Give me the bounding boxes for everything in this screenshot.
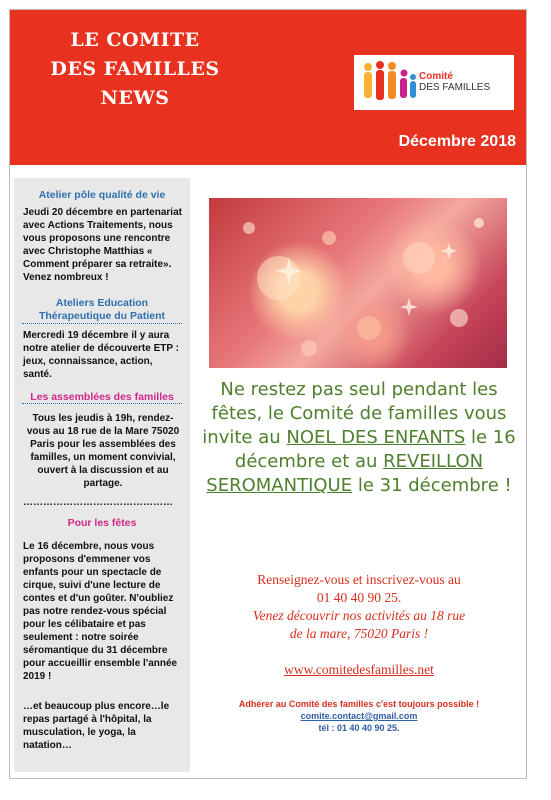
issue-date: Décembre 2018	[398, 133, 516, 150]
membership-text: au Comité des familles c'est toujours possible !	[273, 699, 480, 709]
title-line: NEWS	[100, 87, 170, 109]
section-text: Tous les jeudis à 19h, rendez-vous au 18 rue de la Mare 75020 Paris pour les assemblées des familles, un moment convivial, ouvert à la discussion et au partage.	[26, 413, 180, 489]
family-figures-icon	[360, 59, 418, 107]
announcement-text: le 31 décembre !	[352, 475, 512, 496]
membership-label: Adhérer	[238, 699, 274, 709]
logo-line: DES FAMILLES	[419, 82, 491, 93]
title-line: LE COMITE	[70, 29, 200, 51]
sidebar	[14, 178, 190, 772]
section-heading: Ateliers Education Thérapeutique du Patient	[22, 297, 182, 324]
section-heading: Les assemblées des familles	[22, 391, 182, 404]
sparkle-icon	[209, 198, 507, 368]
section-text: Le 16 décembre, nous vous proposons d'emmener vos enfants pour un spectacle de cirque, suivi d'une lecture de contes et d'un goûter. N'oubliez pas notre rendez-vous spécial pour les célibataire et pas seulement : notre soirée séromantique du 31 décembre pour accueillir ensemble l'année 2019 !	[23, 541, 178, 682]
title-line: DES FAMILLES	[50, 58, 220, 80]
section-heading: Pour les fêtes	[67, 517, 137, 529]
announcement-text: Ne restez pas seul pendant les fêtes, le Comité de familles vous invite au	[202, 379, 507, 448]
logo-text	[419, 71, 490, 93]
event-reveillon: REVEILLON SEROMANTIQUE	[206, 451, 484, 496]
header-banner	[10, 10, 526, 165]
logo	[354, 55, 514, 110]
membership-line	[202, 698, 516, 710]
event-noel: NOEL DES ENFANTS	[286, 427, 466, 448]
section-text: Mercredi 19 décembre il y aura notre atelier de découverte ETP : jeux, connaissance, action, santé.	[23, 330, 179, 380]
newsletter-title	[20, 26, 250, 113]
section-heading: Atelier pôle qualité de vie	[38, 189, 166, 201]
logo-line: Comité	[419, 71, 453, 82]
newsletter-page	[9, 9, 527, 779]
info-block	[202, 571, 516, 643]
section-text: Jeudi 20 décembre en partenariat avec Actions Traitements, nous vous proposons une rencontre avec Christophe Matthias « Comment préparer sa retraite». Venez nombreux !	[23, 207, 182, 283]
main-announcement	[202, 378, 516, 498]
info-line: de la mare, 75020 Paris !	[289, 626, 429, 641]
info-line: Venez découvrir nos activités au 18 rue	[252, 608, 466, 623]
announcement-text: le 16 décembre et au	[234, 427, 516, 472]
section-text: …et beaucoup plus encore…le repas partagé à l'hôpital, la musculation, le yoga, la natation…	[23, 701, 170, 751]
info-line: Renseignez-vous et inscrivez-vous au	[257, 572, 461, 587]
contact-phone: tél : 01 40 40 90 25.	[318, 723, 400, 733]
phone-number: 01 40 40 90 25.	[316, 590, 402, 605]
email-link[interactable]: comite.contact@gmail.com	[300, 711, 418, 721]
dotted-separator: ………………………………………	[23, 497, 173, 508]
website-link[interactable]: www.comitedesfamilles.net	[284, 662, 434, 677]
christmas-lights-photo	[209, 198, 507, 368]
contact-block	[202, 698, 516, 734]
